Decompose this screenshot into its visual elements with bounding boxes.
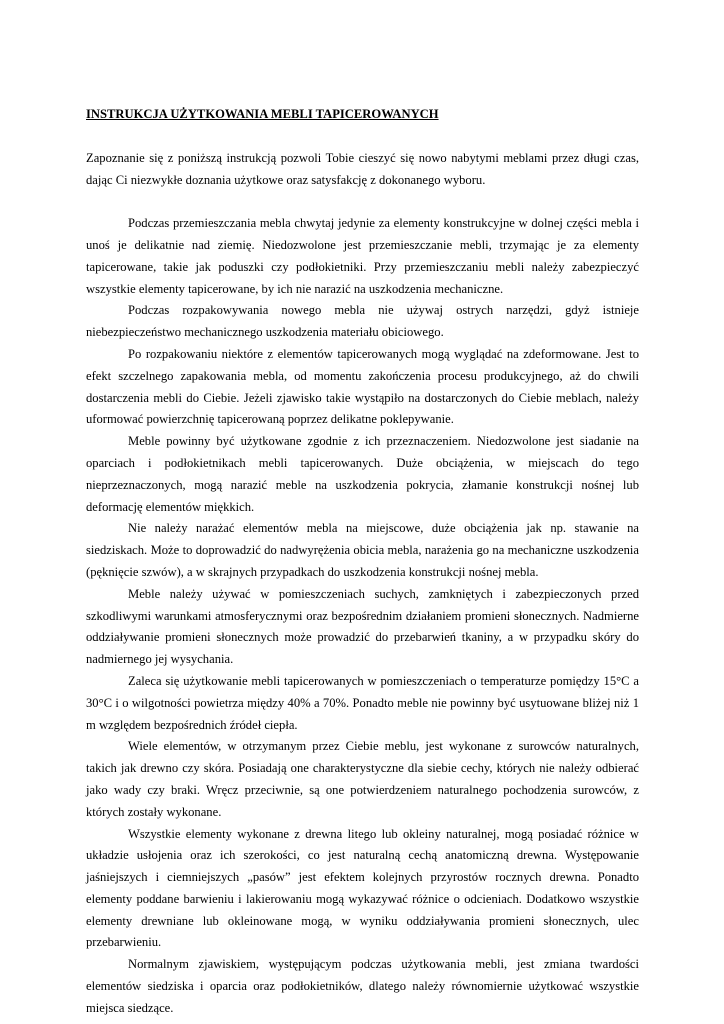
paragraph-wood: Wszystkie elementy wykonane z drewna litego lub okleiny naturalnej, mogą posiadać różnice w układzie usłojenia oraz ich szerokości, co jest naturalną cechą anatomiczną drewna. Występowanie jaśniejszych i ciemniejszych „pasów” jest efektem kolejnych przyrostów rocznych drewna. Ponadto elementy poddane barwieniu i lakierowaniu mogą wykazywać różnice o odcieniach. Dodatkowo wszystkie elementy drewniane lub okleinowane mogą, w wyniku oddziaływania promieni słonecznych, ulec przebarwieniu.	[86, 826, 639, 950]
paragraph-deformation: Po rozpakowaniu niektóre z elementów tapicerowanych mogą wyglądać na zdeformowane. Jest to efekt szczelnego zapakowania mebla, od momentu zakończenia procesu produkcyjnego, aż do chwili dostarczenia mebli do Ciebie. Jeżeli zjawisko takie wystąpiło na dostarczonych do Ciebie meblach, należy uformować powierzchnię tapicerowaną poprzez delikatne poklepywanie.	[86, 346, 639, 427]
intro-paragraph: Zapoznanie się z poniższą instrukcją pozwoli Tobie cieszyć się nowo nabytymi meblami przez długi czas, dając Ci niezwykłe doznania użytkowe oraz satysfakcję z dokonanego wyboru.	[86, 150, 639, 187]
document-page	[86, 104, 639, 1020]
paragraph-environment: Meble należy używać w pomieszczeniach suchych, zamkniętych i zabezpieczonych przed szkodliwymi warunkami atmosferycznymi oraz bezpośrednim działaniem promieni słonecznych. Nadmierne oddziaływanie promieni słonecznych może prowadzić do przebarwień tkaniny, a w przypadku skóry do nadmiernego jej wysychania.	[86, 586, 639, 667]
paragraph-moving: Podczas przemieszczania mebla chwytaj jedynie za elementy konstrukcyjne w dolnej części mebla i unoś je delikatnie nad ziemię. Niedozwolone jest przemieszczanie mebli, trzymając je za elementy tapicerowane, takie jak poduszki czy podłokietniki. Przy przemieszczaniu mebli należy zabezpieczyć wszystkie elementy tapicerowane, by ich nie narazić na uszkodzenia mechaniczne.	[86, 216, 639, 296]
paragraph-intended-use: Meble powinny być użytkowane zgodnie z ich przeznaczeniem. Niedozwolone jest siadanie na oparciach i podłokietnikach mebli tapicerowanych. Duże obciążenia, w miejscach do tego nieprzeznaczonych, mogą narazić meble na uszkodzenia pokrycia, złamanie konstrukcji nośnej lub deformację elementów miękkich.	[86, 434, 639, 514]
document-title: INSTRUKCJA UŻYTKOWANIA MEBLI TAPICEROWANYCH	[86, 107, 439, 121]
paragraph-hardness: Normalnym zjawiskiem, występującym podczas użytkowania mebli, jest zmiana twardości elementów siedziska i oparcia oraz podłokietników, dlatego należy równomiernie użytkować wszystkie miejsca siedzące.	[86, 957, 639, 1015]
paragraph-unpacking: Podczas rozpakowywania nowego mebla nie używaj ostrych narzędzi, gdyż istnieje niebezpieczeństwo mechanicznego uszkodzenia materiału obiciowego.	[86, 303, 639, 340]
paragraph-natural-materials: Wiele elementów, w otrzymanym przez Ciebie meblu, jest wykonane z surowców naturalnych, takich jak drewno czy skóra. Posiadają one charakterystyczne dla siebie cechy, których nie należy odbierać jako wady czy braki. Wręcz przeciwnie, są one potwierdzeniem naturalnego pochodzenia surowców, z których zostały wykonane.	[86, 739, 639, 819]
paragraph-temperature: Zaleca się użytkowanie mebli tapicerowanych w pomieszczeniach o temperaturze pomiędzy 15°C a 30°C i o wilgotności powietrza między 40% a 70%. Ponadto meble nie powinny być usytuowane bliżej niż 1 m względem bezpośrednich źródeł ciepła.	[86, 673, 639, 732]
paragraph-local-loads: Nie należy narażać elementów mebla na miejscowe, duże obciążenia jak np. stawanie na siedziskach. Może to doprowadzić do nadwyrężenia obicia mebla, narażenia go na mechaniczne uszkodzenia (pęknięcie szwów), a w skrajnych przypadkach do uszkodzenia konstrukcji nośnej mebla.	[86, 521, 639, 579]
